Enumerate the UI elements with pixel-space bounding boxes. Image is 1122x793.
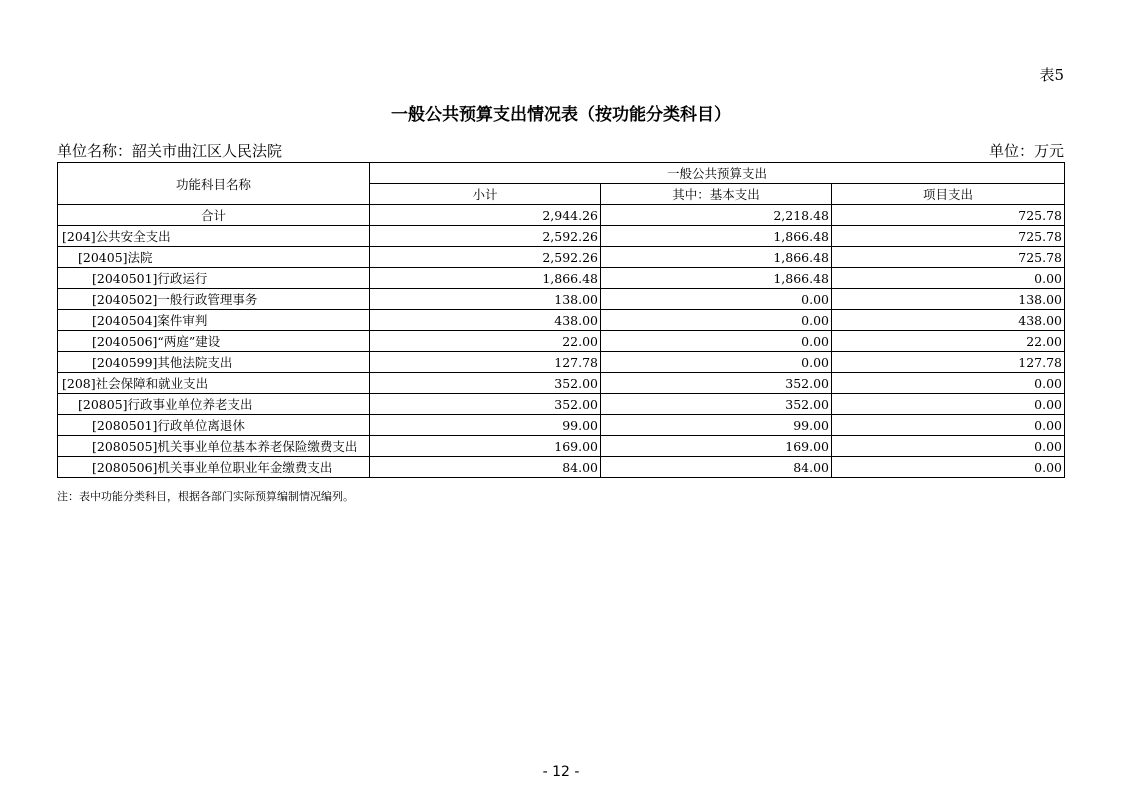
row-name: [20805]行政事业单位养老支出 bbox=[58, 394, 370, 415]
row-basic: 352.00 bbox=[601, 373, 832, 394]
table-row bbox=[58, 373, 1065, 394]
row-basic: 0.00 bbox=[601, 310, 832, 331]
header-project: 项目支出 bbox=[832, 184, 1065, 205]
table-row bbox=[58, 457, 1065, 478]
row-subtotal: 438.00 bbox=[370, 310, 601, 331]
row-subtotal: 352.00 bbox=[370, 394, 601, 415]
row-name: [2080501]行政单位离退休 bbox=[58, 415, 370, 436]
table-note: 注：表中功能分类科目，根据各部门实际预算编制情况编列。 bbox=[57, 490, 354, 503]
row-project: 0.00 bbox=[832, 415, 1065, 436]
row-name: [2040504]案件审判 bbox=[58, 310, 370, 331]
row-project: 725.78 bbox=[832, 205, 1065, 226]
table-row bbox=[58, 310, 1065, 331]
row-basic: 169.00 bbox=[601, 436, 832, 457]
row-name: [2040506]“两庭”建设 bbox=[58, 331, 370, 352]
row-name: 合计 bbox=[58, 205, 370, 226]
table-row bbox=[58, 394, 1065, 415]
row-subtotal: 1,866.48 bbox=[370, 268, 601, 289]
row-project: 127.78 bbox=[832, 352, 1065, 373]
row-basic: 0.00 bbox=[601, 352, 832, 373]
row-basic: 0.00 bbox=[601, 289, 832, 310]
row-name: [2040599]其他法院支出 bbox=[58, 352, 370, 373]
row-project: 0.00 bbox=[832, 436, 1065, 457]
table-row bbox=[58, 415, 1065, 436]
header-subtotal: 小计 bbox=[370, 184, 601, 205]
table-row bbox=[58, 226, 1065, 247]
row-name: [2040501]行政运行 bbox=[58, 268, 370, 289]
row-subtotal: 352.00 bbox=[370, 373, 601, 394]
row-project: 138.00 bbox=[832, 289, 1065, 310]
row-name: [2040502]一般行政管理事务 bbox=[58, 289, 370, 310]
page-number: - 12 - bbox=[542, 764, 580, 780]
row-subtotal: 169.00 bbox=[370, 436, 601, 457]
row-project: 0.00 bbox=[832, 268, 1065, 289]
row-basic: 1,866.48 bbox=[601, 247, 832, 268]
header-basic: 其中：基本支出 bbox=[601, 184, 832, 205]
row-subtotal: 2,944.26 bbox=[370, 205, 601, 226]
row-name: [20405]法院 bbox=[58, 247, 370, 268]
row-project: 22.00 bbox=[832, 331, 1065, 352]
row-name: [2080506]机关事业单位职业年金缴费支出 bbox=[58, 457, 370, 478]
row-subtotal: 138.00 bbox=[370, 289, 601, 310]
row-subtotal: 84.00 bbox=[370, 457, 601, 478]
row-subtotal: 2,592.26 bbox=[370, 226, 601, 247]
row-project: 725.78 bbox=[832, 247, 1065, 268]
row-project: 0.00 bbox=[832, 373, 1065, 394]
table-number: 表5 bbox=[1039, 66, 1064, 84]
page-title: 一般公共预算支出情况表（按功能分类科目） bbox=[391, 105, 731, 125]
table-row bbox=[58, 436, 1065, 457]
unit-name: 单位名称：韶关市曲江区人民法院 bbox=[57, 142, 283, 160]
row-subtotal: 2,592.26 bbox=[370, 247, 601, 268]
row-basic: 2,218.48 bbox=[601, 205, 832, 226]
row-name: [204]公共安全支出 bbox=[58, 226, 370, 247]
table-row bbox=[58, 268, 1065, 289]
row-basic: 352.00 bbox=[601, 394, 832, 415]
unit-label: 单位：万元 bbox=[988, 142, 1064, 160]
table-row bbox=[58, 352, 1065, 373]
budget-table bbox=[57, 162, 1065, 478]
row-project: 0.00 bbox=[832, 457, 1065, 478]
row-basic: 1,866.48 bbox=[601, 226, 832, 247]
row-name: [2080505]机关事业单位基本养老保险缴费支出 bbox=[58, 436, 370, 457]
table-row bbox=[58, 289, 1065, 310]
row-basic: 0.00 bbox=[601, 331, 832, 352]
table-row bbox=[58, 331, 1065, 352]
row-basic: 84.00 bbox=[601, 457, 832, 478]
table-row bbox=[58, 247, 1065, 268]
header-function-name: 功能科目名称 bbox=[58, 163, 370, 205]
row-subtotal: 127.78 bbox=[370, 352, 601, 373]
row-name: [208]社会保障和就业支出 bbox=[58, 373, 370, 394]
table-row-total bbox=[58, 205, 1065, 226]
row-project: 0.00 bbox=[832, 394, 1065, 415]
row-project: 438.00 bbox=[832, 310, 1065, 331]
header-budget-group: 一般公共预算支出 bbox=[370, 163, 1065, 184]
row-basic: 1,866.48 bbox=[601, 268, 832, 289]
row-project: 725.78 bbox=[832, 226, 1065, 247]
row-basic: 99.00 bbox=[601, 415, 832, 436]
row-subtotal: 99.00 bbox=[370, 415, 601, 436]
row-subtotal: 22.00 bbox=[370, 331, 601, 352]
